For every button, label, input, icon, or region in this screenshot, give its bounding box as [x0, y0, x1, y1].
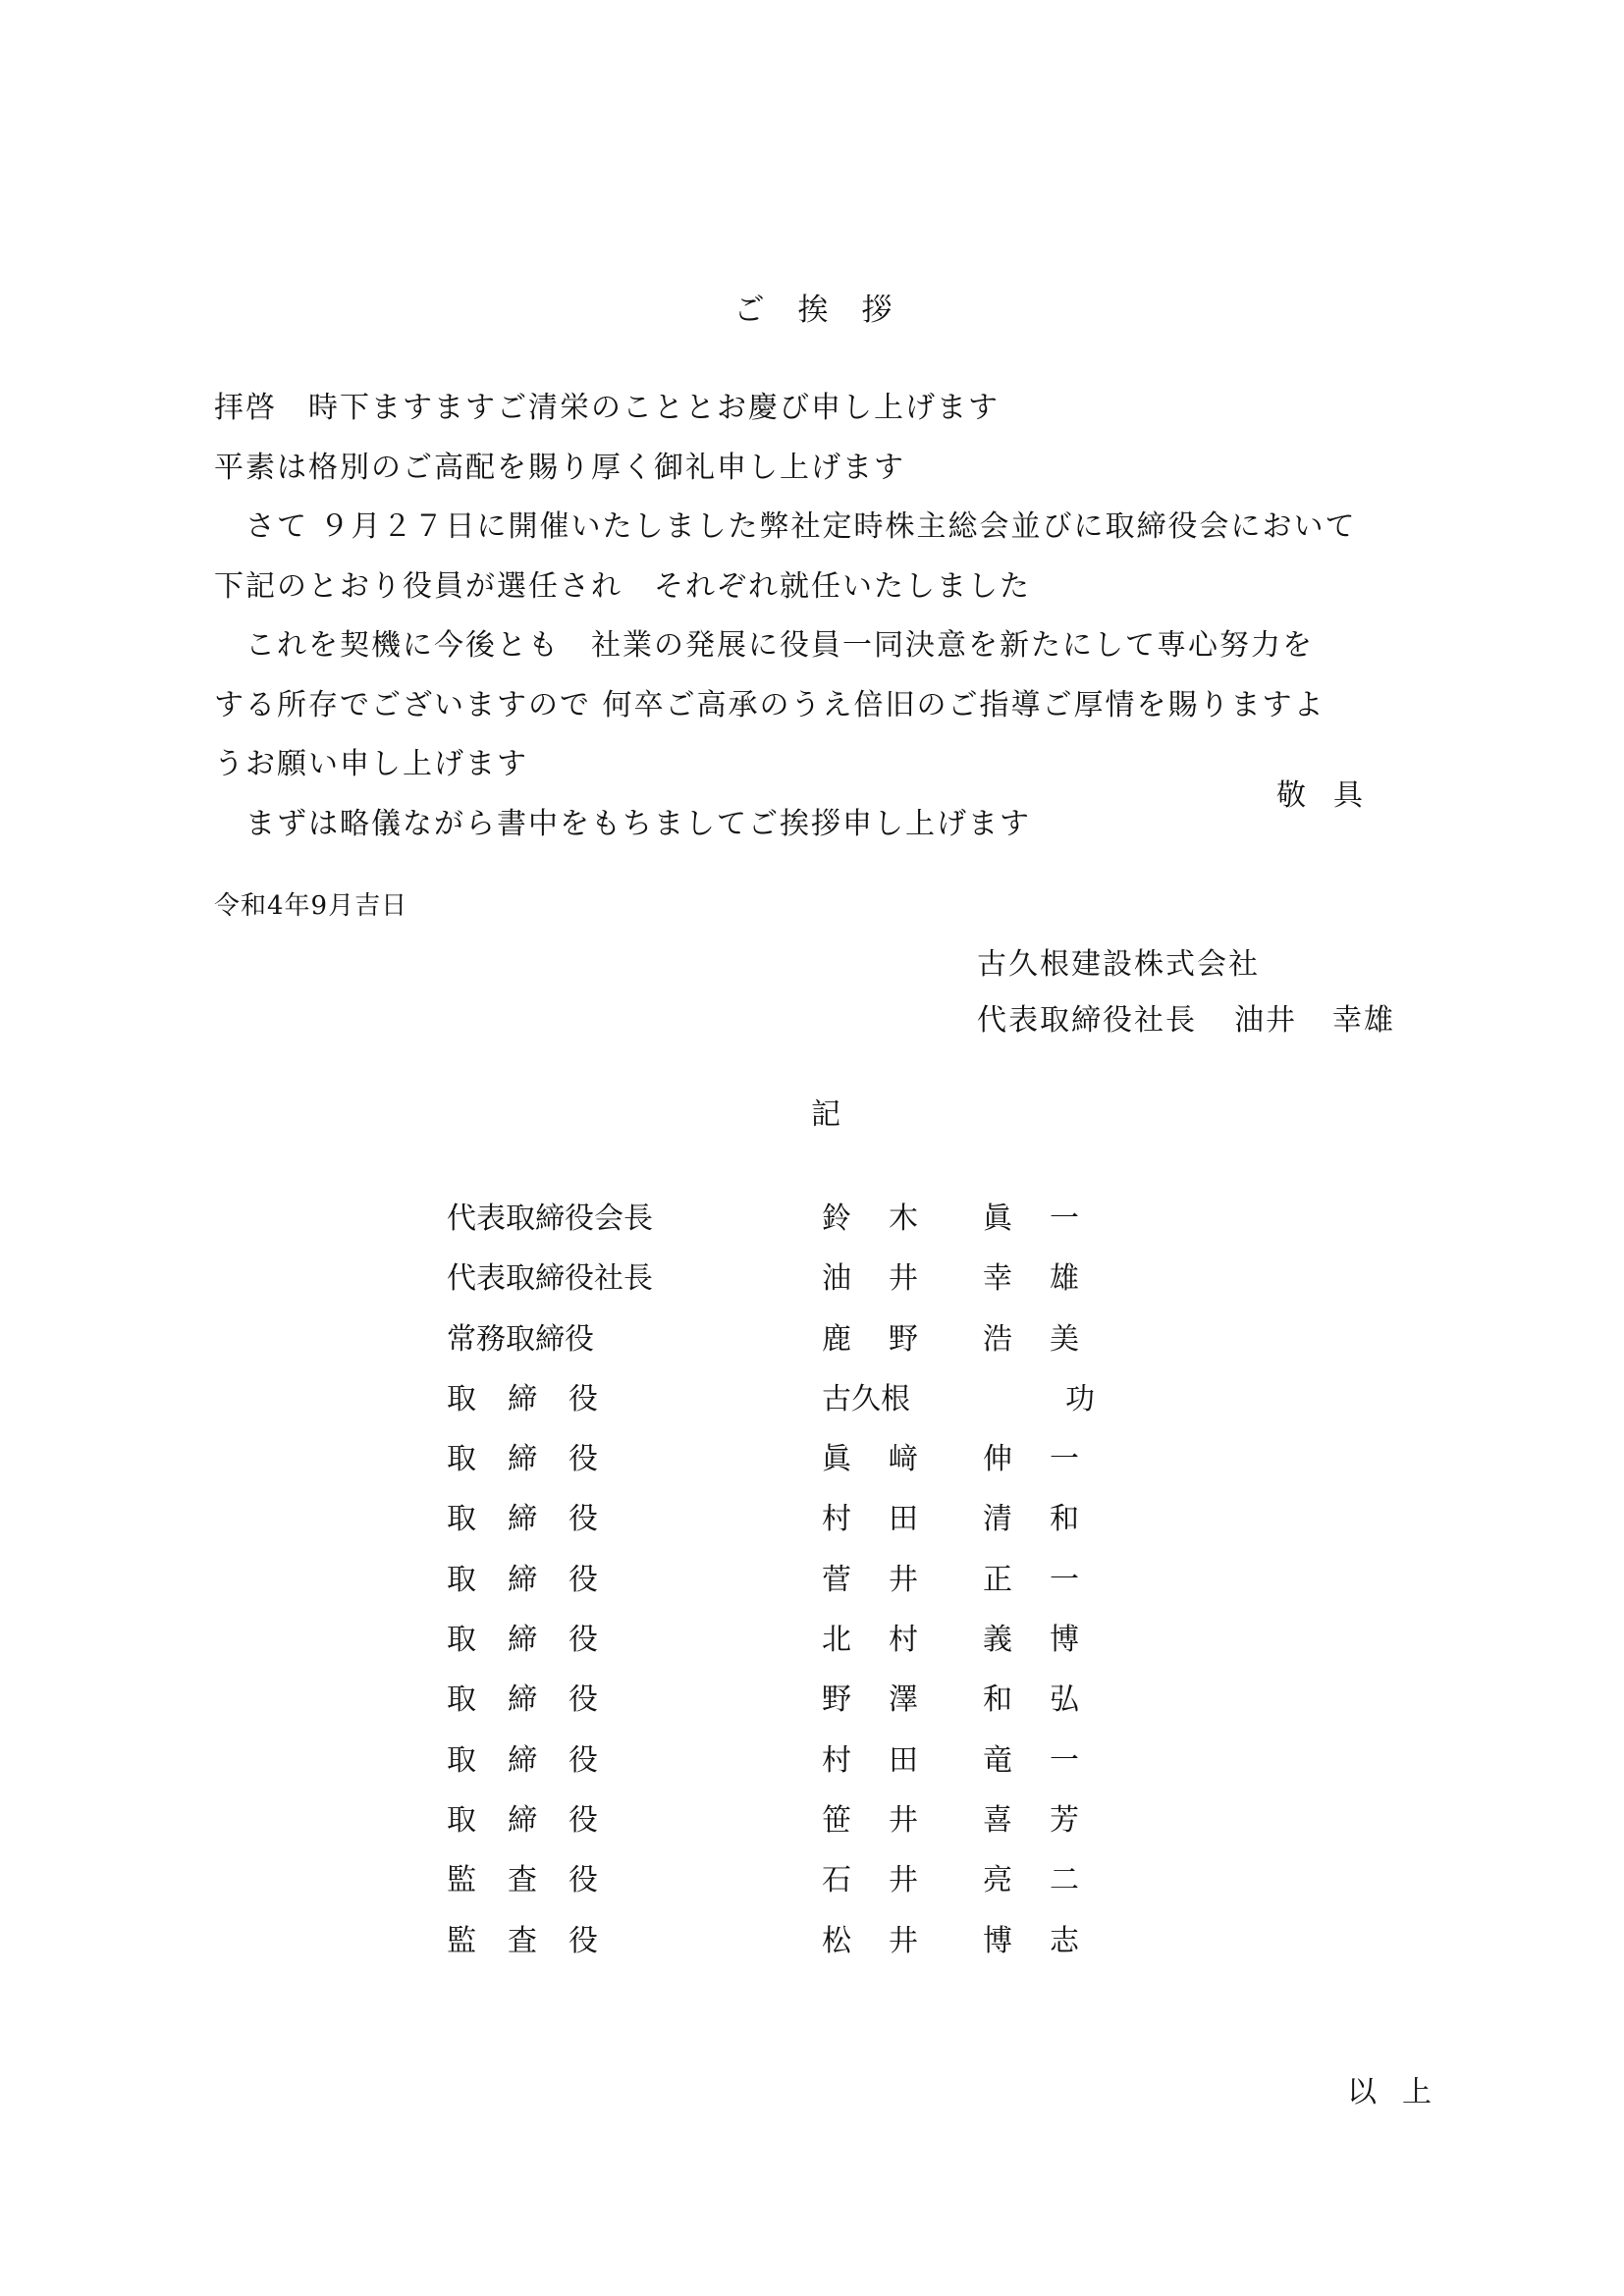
officer-role: 取締役 [447, 1502, 629, 1537]
signer-given-name: 幸雄 [1332, 1003, 1395, 1038]
body-line: さて ９月２７日に開催いたしました弊社定時株主総会並びに取締役会において [214, 509, 1357, 544]
officer-surname: 北村 [822, 1623, 955, 1658]
officer-given-name: 竜一 [983, 1742, 1116, 1778]
signer-surname: 油井 [1234, 1003, 1297, 1038]
ki-heading: 記 [811, 1097, 840, 1132]
officer-role: 取締役 [447, 1442, 629, 1477]
officer-given-name: 亮二 [983, 1863, 1116, 1898]
officer-role: 取締役 [447, 1381, 629, 1416]
body-line: する所存でございますので 何卒ご高承のうえ倍旧のご指導ご厚情を賜りますよ [214, 687, 1326, 722]
officer-surname: 菅井 [822, 1562, 955, 1597]
officer-role: 取締役 [447, 1562, 629, 1597]
officer-surname: 石井 [822, 1863, 955, 1898]
officer-role: 取締役 [447, 1802, 629, 1838]
officer-role: 常務取締役 [447, 1321, 594, 1357]
officer-given-name: 義博 [983, 1623, 1116, 1658]
officer-surname: 村田 [822, 1502, 955, 1537]
officer-role: 代表取締役会長 [447, 1201, 653, 1236]
officer-given-name: 伸一 [983, 1442, 1116, 1477]
officer-surname: 村田 [822, 1742, 955, 1778]
officer-given-name: 和弘 [983, 1682, 1116, 1718]
officer-given-name: 博志 [983, 1923, 1116, 1958]
officer-given-name: 清和 [983, 1502, 1116, 1537]
officer-surname: 鈴木 [822, 1201, 955, 1236]
body-line: これを契機に今後とも 社業の発展に役員一同決意を新たにして専心努力を [214, 628, 1314, 663]
officer-surname: 野澤 [822, 1682, 955, 1718]
officer-role: 取締役 [447, 1623, 629, 1658]
body-line: 平素は格別のご高配を賜り厚く御礼申し上げます [214, 450, 905, 485]
letter-title: ご挨拶 [733, 293, 926, 328]
body-line: まずは略儀ながら書中をもちましてご挨拶申し上げます [214, 806, 1031, 841]
officer-given-name: 正一 [983, 1562, 1116, 1597]
officer-role: 取締役 [447, 1682, 629, 1718]
body-line: うお願い申し上げます [214, 747, 528, 781]
officer-role: 監査役 [447, 1863, 629, 1898]
officer-surname: 古久根 [822, 1381, 910, 1416]
officer-role: 代表取締役社長 [447, 1261, 653, 1297]
officer-role: 監査役 [447, 1923, 629, 1958]
body-line: 下記のとおり役員が選任され それぞれ就任いたしました [214, 568, 1031, 604]
signer [977, 995, 1395, 1039]
officer-surname: 松井 [822, 1923, 955, 1958]
ending-mark: 以上 [1347, 2075, 1457, 2109]
officer-given-name: 功 [1065, 1381, 1095, 1416]
letter-date: 令和4年9月吉日 [214, 891, 408, 921]
officer-surname: 笹井 [822, 1802, 955, 1838]
officer-surname: 鹿野 [822, 1321, 955, 1357]
company-name: 古久根建設株式会社 [977, 947, 1260, 982]
letter-body [214, 379, 1441, 854]
officer-surname: 油井 [822, 1261, 955, 1297]
officer-given-name: 眞一 [983, 1201, 1116, 1236]
officer-role: 取締役 [447, 1742, 629, 1778]
closing-salutation: 敬具 [1276, 778, 1390, 813]
officer-given-name: 喜芳 [983, 1802, 1116, 1838]
officer-surname: 眞﨑 [822, 1442, 955, 1477]
body-line: 拝啓 時下ますますご清栄のこととお慶び申し上げます [214, 391, 1000, 425]
officer-given-name: 浩美 [983, 1321, 1116, 1357]
signer-title: 代表取締役社長 [977, 1003, 1197, 1038]
officer-given-name: 幸雄 [983, 1261, 1116, 1297]
